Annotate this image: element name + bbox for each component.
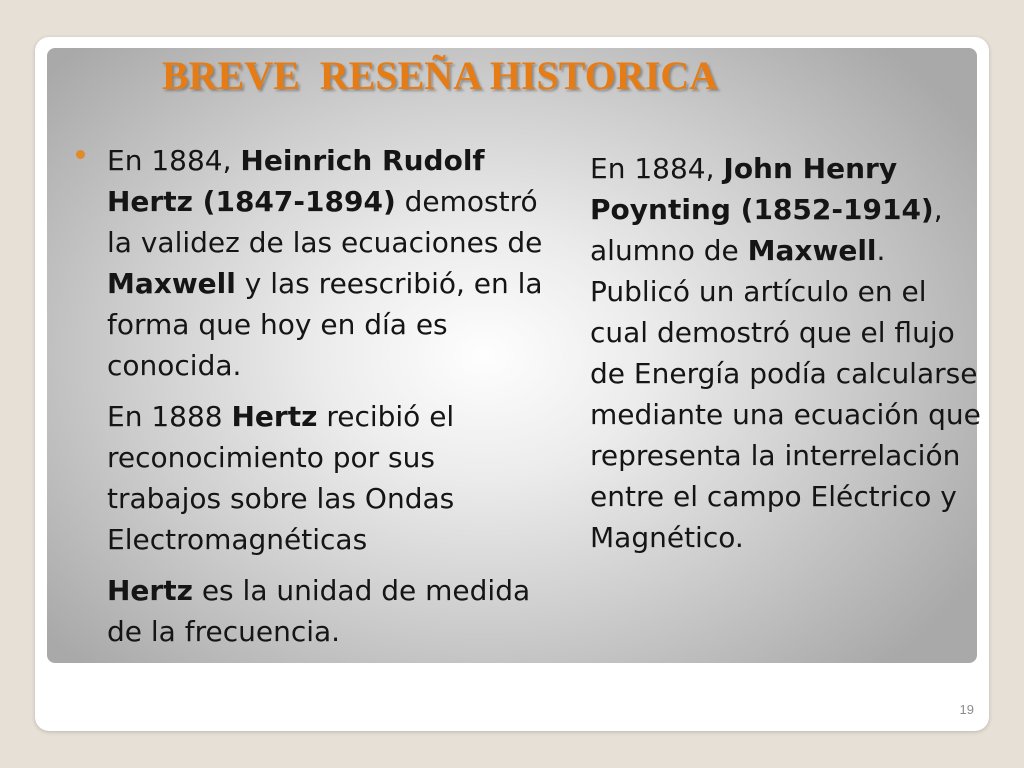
text-segment: y las reescribió, en la forma que hoy en día es conocida.	[107, 267, 543, 382]
poynting-paragraph	[590, 148, 990, 558]
hertz-bold: Hertz	[231, 400, 318, 433]
maxwell-bold: Maxwell	[747, 234, 877, 267]
hertz-bold: Hertz	[107, 574, 193, 607]
text-segment: En 1884,	[590, 152, 724, 185]
bullet-icon	[76, 150, 85, 159]
text-segment: En 1884,	[107, 144, 241, 177]
left-column	[107, 140, 557, 652]
text-segment: . Publicó un artículo en el cual demostró que el flujo de Energía podía calcularse mediante una ecuación que representa la interrelación entre el campo Eléctrico y Magnético.	[590, 234, 981, 554]
hertz-unit-paragraph	[107, 570, 557, 652]
text-segment: , alumno de	[590, 193, 943, 267]
text-segment: demostró la validez de las ecuaciones de	[107, 185, 543, 259]
text-segment: recibió el reconocimiento por sus trabajos sobre las Ondas Electromagnéticas	[107, 400, 455, 556]
page-number: 19	[959, 702, 974, 717]
hertz-1888-paragraph	[107, 396, 557, 560]
maxwell-bold: Maxwell	[107, 267, 236, 300]
hertz-1884-paragraph	[107, 140, 557, 386]
right-column	[590, 148, 990, 558]
hertz-name-bold: Heinrich Rudolf Hertz (1847-1894)	[107, 144, 485, 218]
text-segment: es la unidad de medida de la frecuencia.	[107, 574, 531, 648]
text-segment: En 1888	[107, 400, 232, 433]
poynting-name-bold: John Henry Poynting (1852-1914)	[590, 152, 934, 226]
slide-title: BREVE RESEÑA HISTORICA	[162, 53, 719, 98]
